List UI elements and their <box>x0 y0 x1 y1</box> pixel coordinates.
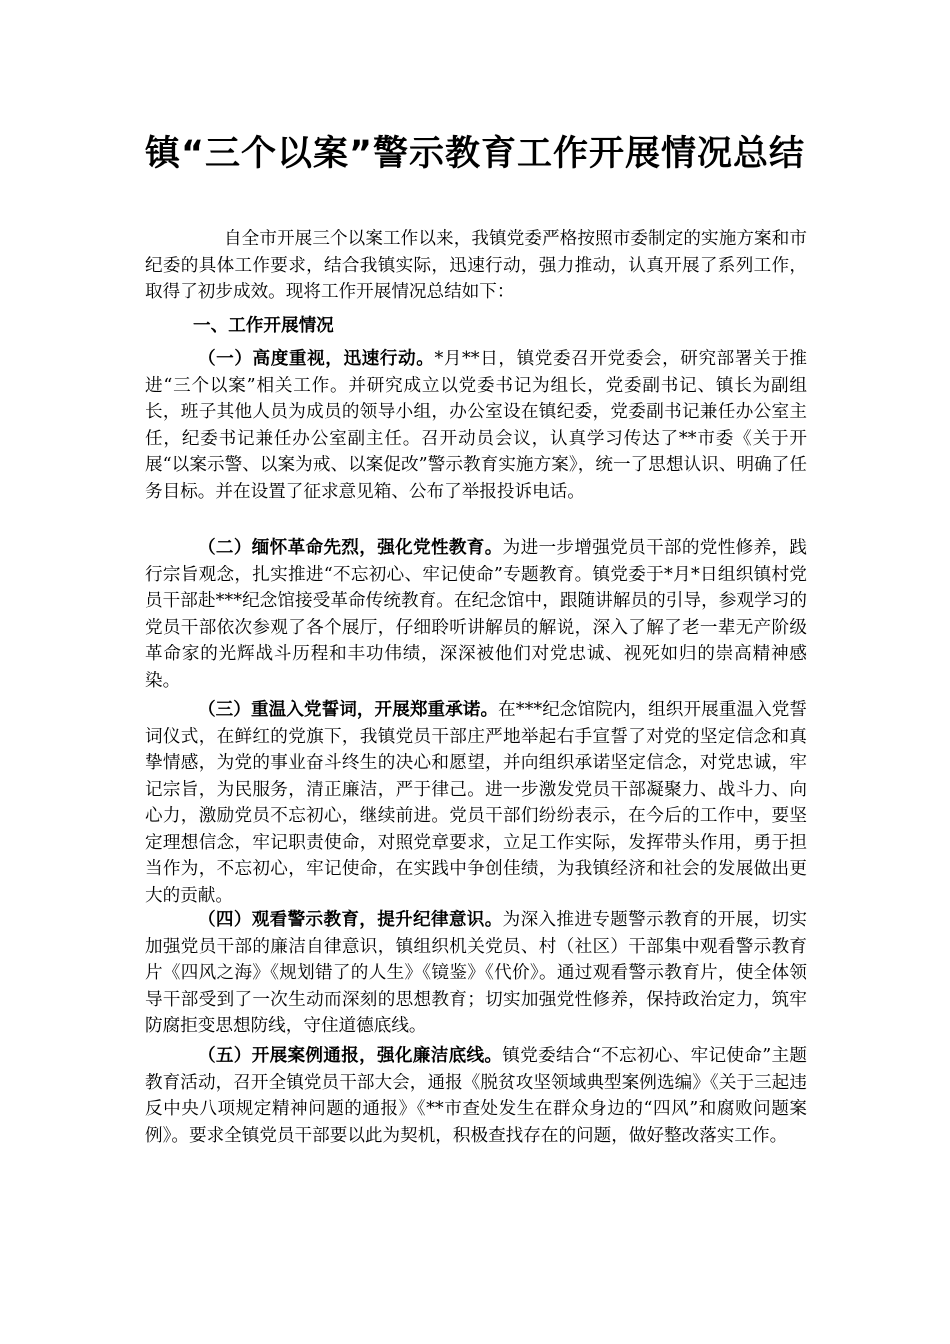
paragraph-5 <box>145 1043 807 1149</box>
intro-paragraph: 自全市开展三个以案工作以来，我镇党委严格按照市委制定的实施方案和市纪委的具体工作要求，结合我镇实际，迅速行动，强力推动，认真开展了系列工作，取得了初步成效。现将工作开展情况总结如下： <box>145 229 807 302</box>
paragraph-2 <box>145 535 807 694</box>
paragraph-1-text: *月**日，镇党委召开党委会，研究部署关于推进“三个以案”相关工作。并研究成立以党委书记为组长，党委副书记、镇长为副组长，班子其他人员为成员的领导小组，办公室设在镇纪委，党委副书记兼任办公室主任，纪委书记兼任办公室副主任。召开动员会议，认真学习传达了**市委《关于开展“以案示警、以案为戒、以案促改”警示教育实施方案》，统一了思想认识、明确了任务目标。并在设置了征求意见箱、公布了举报投诉电话。 <box>145 349 807 502</box>
paragraph-5-lead: （五）开展案例通报，强化廉洁底线。 <box>198 1045 503 1066</box>
paragraph-5-text: 镇党委结合“不忘初心、牢记使命”主题教育活动，召开全镇党员干部大会，通报《脱贫攻坚领域典型案例选编》《关于三起违反中央八项规定精神问题的通报》《**市查处发生在群众身边的“四风”和腐败问题案例》。要求全镇党员干部要以此为契机，积极查找存在的问题，做好整改落实工作。 <box>145 1046 807 1146</box>
paragraph-4 <box>145 907 807 1040</box>
paragraph-4-text: 为深入推进专题警示教育的开展，切实加强党员干部的廉洁自律意识，镇组织机关党员、村（社区）干部集中观看警示教育片《四风之海》《规划错了的人生》《镜鉴》《代价》。通过观看警示教育片，使全体领导干部受到了一次生动而深刻的思想教育；切实加强党性修养，保持政治定力，筑牢防腐拒变思想防线，守住道德底线。 <box>145 910 807 1036</box>
paragraph-4-lead: （四）观看警示教育，提升纪律意识。 <box>198 909 503 930</box>
paragraph-3 <box>145 697 807 909</box>
paragraph-2-text: 为进一步增强党员干部的党性修养，践行宗旨观念，扎实推进“不忘初心、牢记使命”专题教育。镇党委于*月*日组织镇村党员干部赴***纪念馆接受革命传统教育。在纪念馆中，跟随讲解员的引导，参观学习的党员干部依次参观了各个展厅，仔细聆听讲解员的解说，深入了解了老一辈无产阶级革命家的光辉战斗历程和丰功伟绩，深深被他们对党忠诚、视死如归的崇高精神感染。 <box>145 538 807 691</box>
document-title: 镇“三个以案”警示教育工作开展情况总结 <box>145 134 806 174</box>
paragraph-3-text: 在***纪念馆院内，组织开展重温入党誓词仪式，在鲜红的党旗下，我镇党员干部庄严地举起右手宣誓了对党的坚定信念和真挚情感，为党的事业奋斗终生的决心和愿望，并向组织承诺坚定信念，对党忠诚，牢记宗旨，为民服务，清正廉洁，严于律己。进一步激发党员干部凝聚力、战斗力、向心力，激励党员不忘初心，继续前进。党员干部们纷纷表示，在今后的工作中，要坚定理想信念，牢记职责使命，对照党章要求，立足工作实际，发挥带头作用，勇于担当作为，不忘初心，牢记使命，在实践中争创佳绩，为我镇经济和社会的发展做出更大的贡献。 <box>145 700 807 906</box>
paragraph-2-lead: （二）缅怀革命先烈，强化党性教育。 <box>198 537 503 558</box>
section-heading: 一、工作开展情况 <box>193 315 334 336</box>
paragraph-1-lead: （一）高度重视，迅速行动。 <box>198 348 435 369</box>
paragraph-1 <box>145 346 807 505</box>
paragraph-3-lead: （三）重温入党誓词，开展郑重承诺。 <box>198 699 499 720</box>
